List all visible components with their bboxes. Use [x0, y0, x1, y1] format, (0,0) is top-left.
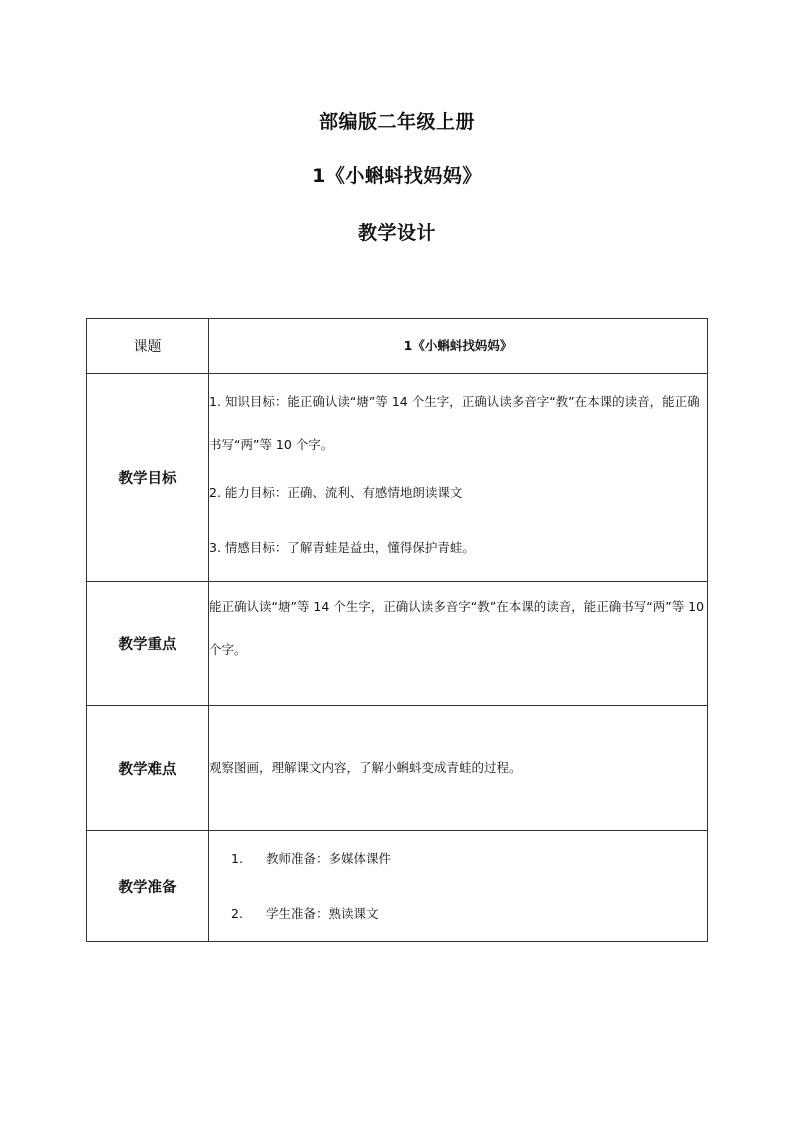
difficulties-text: 观察图画，理解课文内容，了解小蝌蚪变成青蛙的过程。	[209, 760, 522, 775]
list-item-text: 教师准备：多媒体课件	[266, 851, 392, 866]
lesson-plan-table	[86, 318, 708, 942]
doc-title-lesson: 1《小蝌蚪找妈妈》	[312, 165, 482, 187]
list-item	[209, 831, 707, 886]
doc-title-grade: 部编版二年级上册	[318, 111, 475, 133]
preparation-list	[209, 831, 707, 941]
table-row-goals	[87, 374, 708, 582]
difficulties-label: 教学难点	[87, 706, 209, 831]
topic-value: 1《小蝌蚪找妈妈》	[209, 319, 708, 374]
table-row-key-points	[87, 582, 708, 706]
table-row-topic	[87, 319, 708, 374]
doc-title-design: 教学设计	[357, 222, 436, 244]
preparation-label: 教学准备	[87, 831, 209, 942]
goal-item-knowledge: 1. 知识目标：能正确认读“塘”等 14 个生字，正确认读多音字“教”在本课的读音，能正确书写“两”等 10 个字。	[209, 394, 700, 452]
key-points-text: 能正确认读“塘”等 14 个生字，正确认读多音字“教”在本课的读音，能正确书写“两”等 10 个字。	[209, 599, 705, 657]
preparation-content	[209, 831, 708, 942]
goals-content	[209, 374, 708, 582]
table-row-preparation	[87, 831, 708, 942]
list-item-number: 1.	[231, 851, 243, 866]
table-row-difficulties	[87, 706, 708, 831]
goals-label: 教学目标	[87, 374, 209, 582]
key-points-content	[209, 582, 708, 706]
goal-item-emotion: 3. 情感目标：了解青蛙是益虫，懂得保护青蛙。	[209, 540, 475, 555]
list-item-text: 学生准备：熟读课文	[266, 906, 379, 921]
difficulties-content	[209, 706, 708, 831]
list-item-number: 2.	[231, 906, 243, 921]
list-item	[209, 886, 707, 941]
goal-item-ability: 2. 能力目标：正确、流利、有感情地朗读课文	[209, 485, 463, 500]
key-points-label: 教学重点	[87, 582, 209, 706]
topic-label: 课题	[87, 319, 209, 374]
